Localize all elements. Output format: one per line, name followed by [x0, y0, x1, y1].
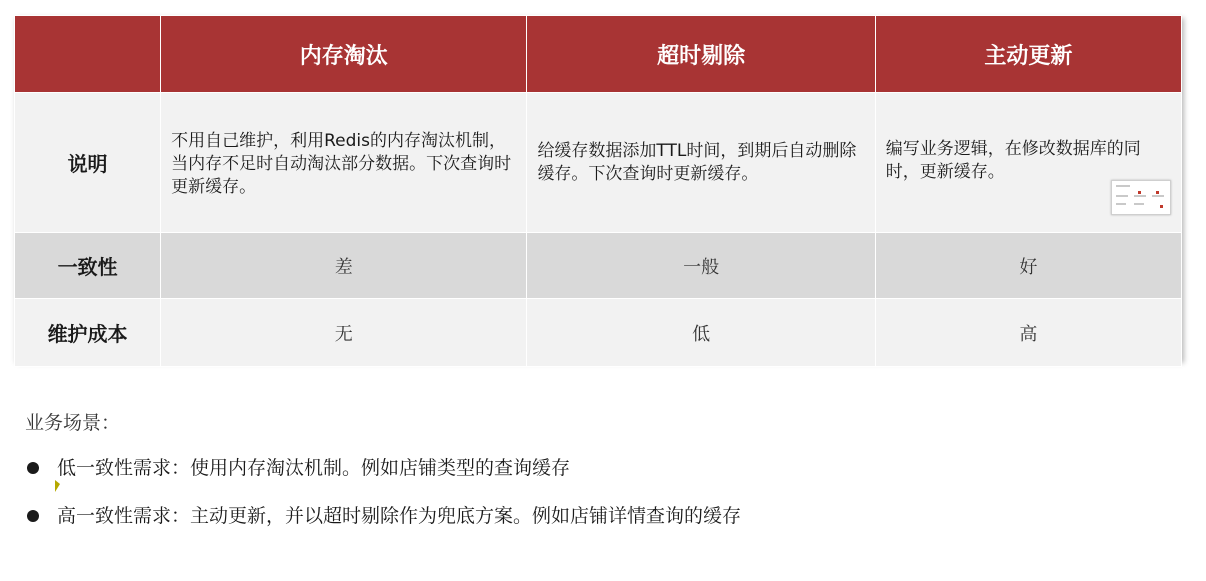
consistency-timeout-removal: 一般 — [527, 233, 875, 299]
header-timeout-removal: 超时剔除 — [527, 16, 875, 93]
bullet-icon — [27, 510, 39, 522]
row-label-maintenance-cost: 维护成本 — [15, 299, 161, 367]
table-row-maintenance-cost — [15, 299, 1182, 367]
slide-thumbnail-icon[interactable] — [1111, 180, 1171, 215]
scenario-high-consistency: 高一致性需求：主动更新，并以超时剔除作为兜底方案。例如店铺详情查询的缓存 — [57, 505, 742, 527]
table-header-row — [15, 16, 1182, 93]
row-label-description: 说明 — [15, 93, 161, 233]
bullet-icon — [27, 462, 39, 474]
mouse-cursor-icon — [55, 480, 60, 492]
consistency-active-update: 好 — [875, 233, 1181, 299]
cost-timeout-removal: 低 — [527, 299, 875, 367]
list-item — [25, 500, 741, 548]
comparison-table-wrapper — [14, 15, 1182, 360]
description-memory-eviction: 不用自己维护，利用Redis的内存淘汰机制，当内存不足时自动淘汰部分数据。下次查询时更新缓存。 — [161, 93, 527, 233]
consistency-memory-eviction: 差 — [161, 233, 527, 299]
description-active-update: 编写业务逻辑，在修改数据库的同时，更新缓存。 — [885, 139, 1141, 182]
scenario-title: 业务场景： — [25, 412, 121, 434]
header-active-update: 主动更新 — [875, 16, 1181, 93]
cache-strategy-comparison-table — [14, 15, 1182, 367]
table-row-consistency — [15, 233, 1182, 299]
cost-memory-eviction: 无 — [161, 299, 527, 367]
table-row-description — [15, 93, 1182, 233]
header-memory-eviction: 内存淘汰 — [161, 16, 527, 93]
description-active-update-cell — [875, 93, 1181, 233]
scenario-low-consistency: 低一致性需求：使用内存淘汰机制。例如店铺类型的查询缓存 — [57, 457, 571, 479]
list-item — [25, 452, 741, 500]
header-corner-cell — [15, 16, 161, 93]
description-timeout-removal: 给缓存数据添加TTL时间，到期后自动删除缓存。下次查询时更新缓存。 — [527, 93, 875, 233]
row-label-consistency: 一致性 — [15, 233, 161, 299]
scenario-list — [25, 452, 741, 548]
cost-active-update: 高 — [875, 299, 1181, 367]
